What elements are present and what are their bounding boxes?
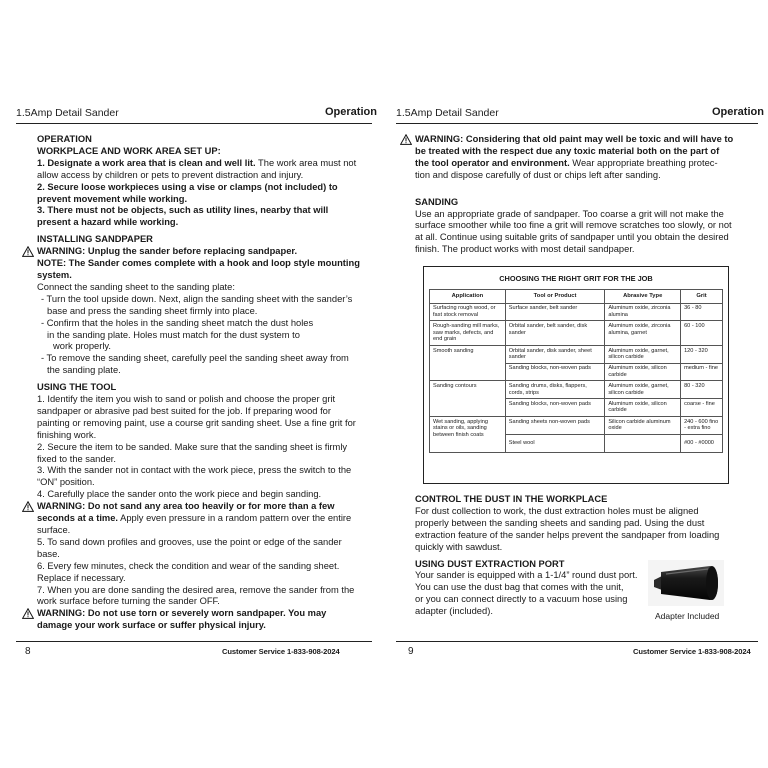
- table-cell: Steel wool: [505, 434, 605, 453]
- port-heading: USING DUST EXTRACTION PORT: [415, 558, 565, 569]
- customer-service: Customer Service 1-833-908-2024: [633, 647, 751, 656]
- col-abrasive: Abrasive Type: [605, 290, 681, 304]
- sanding-text: Use an appropriate grade of sandpaper. Too coarse a grit will not make the: [415, 208, 724, 219]
- sanding-text-cont: surface smoother while too fine a grit will remove scratches too slowly, or not: [415, 220, 732, 231]
- use-step-5-cont: base.: [37, 548, 60, 559]
- warning-sand-heavily-cont2: surface.: [37, 525, 71, 535]
- use-step-6-cont: Replace if necessary.: [37, 572, 126, 583]
- use-step-2: 2. Secure the item to be sanded. Make sure that the sanding sheet is firmly: [37, 441, 348, 452]
- note-line: NOTE: The Sander comes complete with a hook and loop style mounting: [37, 258, 360, 269]
- grit-table-grid: [429, 289, 723, 453]
- port-text: Your sander is equipped with a 1-1/4” round dust port.: [415, 570, 638, 581]
- using-heading: USING THE TOOL: [37, 382, 117, 393]
- header-section: Operation: [325, 106, 377, 118]
- adapter-caption: Adapter Included: [655, 611, 720, 621]
- table-cell: Rough-sanding mill marks, saw marks, defects, and end grain: [430, 321, 506, 345]
- port-text-cont: You can use the dust bag that comes with the unit,: [415, 582, 624, 593]
- header-section: Operation: [712, 106, 764, 118]
- table-cell: Aluminum oxide, garnet, silicon carbide: [605, 345, 681, 363]
- dust-text-cont3: quickly with sawdust.: [415, 541, 503, 552]
- use-step-1-cont2: painting or removing paint, use a course grit sanding sheet. Use a fine grit for: [37, 417, 356, 428]
- use-step-7-cont: work surface before turning the sander OFF.: [37, 596, 220, 607]
- page-number: 9: [408, 646, 414, 657]
- sanding-heading: SANDING: [415, 196, 459, 207]
- table-cell: 36 - 80: [681, 303, 723, 321]
- table-cell: 80 - 320: [681, 381, 723, 399]
- table-cell: 120 - 320: [681, 345, 723, 363]
- footer-rule: [16, 641, 372, 642]
- table-row: [430, 321, 723, 345]
- dust-adapter-image: [648, 560, 724, 606]
- col-tool: Tool or Product: [505, 290, 605, 304]
- sanding-text-cont2: at all. Continue using suitable grits of sandpaper until you obtain the desired: [415, 232, 729, 243]
- table-cell: Aluminum oxide, silicon carbide: [605, 363, 681, 381]
- table-cell: #00 - #0000: [681, 434, 723, 453]
- installing-heading: INSTALLING SANDPAPER: [37, 234, 153, 245]
- install-step-3: - To remove the sanding sheet, carefully peel the sanding sheet away from: [41, 353, 349, 364]
- use-step-6: 6. Every few minutes, check the condition and wear of the sanding sheet.: [37, 560, 340, 571]
- page-number: 8: [25, 646, 31, 657]
- install-step-1: - Turn the tool upside down. Next, align the sanding sheet with the sander’s: [41, 293, 353, 304]
- workplace-step-1-cont: allow access by children or pets to prevent distraction and injury.: [37, 169, 304, 180]
- workplace-step-3-cont: present a hazard while working.: [37, 217, 179, 228]
- table-cell: Sanding sheets non-woven pads: [505, 416, 605, 434]
- table-cell: Sanding contours: [430, 381, 506, 417]
- port-text-cont3: adapter (included).: [415, 606, 493, 617]
- warning-old-paint-cont: be treated with the respect due any toxic material both on the part of: [415, 145, 720, 156]
- grit-table-title: CHOOSING THE RIGHT GRIT FOR THE JOB: [499, 274, 653, 283]
- warning-triangle-icon: [22, 501, 34, 512]
- table-cell: 240 - 600 fino - extra fino: [681, 416, 723, 434]
- table-cell: Orbital sander, belt sander, disk sander: [505, 321, 605, 345]
- use-step-3-cont: “ON” position.: [37, 477, 95, 488]
- table-cell: Aluminum oxide, zirconia alumina, garnet: [605, 321, 681, 345]
- warning-triangle-icon: [22, 608, 34, 619]
- use-step-3: 3. With the sander not in contact with the work piece, press the switch to the: [37, 465, 352, 476]
- note-line-cont: system.: [37, 269, 72, 280]
- footer-rule: [396, 641, 758, 642]
- workplace-step-2-cont: prevent movement while working.: [37, 193, 188, 204]
- table-cell: Silicon carbide aluminum oxide: [605, 416, 681, 434]
- workplace-step-3: 3. There must not be objects, such as utility lines, nearby that will: [37, 205, 329, 216]
- operation-heading: OPERATION: [37, 134, 92, 144]
- dust-heading: CONTROL THE DUST IN THE WORKPLACE: [415, 494, 608, 504]
- dust-text: For dust collection to work, the dust extraction holes must be aligned: [415, 505, 699, 516]
- table-cell: medium - fine: [681, 363, 723, 381]
- table-row: [430, 345, 723, 363]
- table-cell: Sanding blocks, non-woven pads: [505, 399, 605, 417]
- table-cell: Surface sander, belt sander: [505, 303, 605, 321]
- use-step-5: 5. To sand down profiles and grooves, use the point or edge of the sander: [37, 536, 342, 547]
- sanding-text-cont3: finish. The product works with most detail sandpaper.: [415, 244, 635, 255]
- table-cell: Aluminum oxide, silicon carbide: [605, 399, 681, 417]
- install-step-3-cont: the sanding plate.: [47, 365, 121, 376]
- use-step-1: 1. Identify the item you wish to sand or polish and choose the proper grit: [37, 394, 336, 405]
- workplace-heading: WORKPLACE AND WORK AREA SET UP:: [37, 145, 221, 156]
- table-cell: Orbital sander, disk sander, sheet sander: [505, 345, 605, 363]
- table-cell: Smooth sanding: [430, 345, 506, 381]
- header-title: 1.5Amp Detail Sander: [16, 107, 119, 119]
- warning-sand-heavily-cont: seconds at a time. Apply even pressure in a random pattern over the entire: [37, 513, 352, 524]
- header-rule: [396, 123, 758, 124]
- use-step-1-cont3: finishing work.: [37, 429, 97, 440]
- table-header-row: [430, 290, 723, 304]
- table-cell: Sanding blocks, non-woven pads: [505, 363, 605, 381]
- grit-table: [423, 266, 729, 484]
- use-step-2-cont: fixed to the sander.: [37, 453, 116, 464]
- table-cell: Surfacing rough wood, or fast stock removal: [430, 303, 506, 321]
- use-step-7: 7. When you are done sanding the desired area, remove the sander from the: [37, 584, 355, 595]
- table-cell: Aluminum oxide, zirconia alumina: [605, 303, 681, 321]
- install-step-2: - Confirm that the holes in the sanding sheet match the dust holes: [41, 317, 314, 328]
- col-application: Application: [430, 290, 506, 304]
- right-content-top: [415, 134, 745, 256]
- table-cell: [605, 434, 681, 453]
- table-row: [430, 303, 723, 321]
- table-row: [430, 381, 723, 399]
- table-cell: coarse - fine: [681, 399, 723, 417]
- left-content: [37, 134, 367, 632]
- warning-sand-heavily: WARNING: Do not sand any area too heavily or for more than a few: [37, 501, 367, 513]
- warning-torn-sandpaper-cont: damage your work surface or suffer physical injury.: [37, 620, 266, 631]
- workplace-step-2: 2. Secure loose workpieces using a vise or clamps (not included) to: [37, 181, 338, 192]
- header-rule: [16, 123, 372, 124]
- customer-service: Customer Service 1-833-908-2024: [222, 647, 340, 656]
- warning-triangle-icon: [400, 134, 412, 145]
- table-cell: Aluminum oxide, garnet, silicon carbide: [605, 381, 681, 399]
- install-step-2-cont: in the sanding plate. Holes must match for the dust system to: [47, 329, 300, 340]
- dust-text-cont: properly between the sanding sheets and sanding pad. Using the dust: [415, 517, 705, 528]
- warning-triangle-icon: [22, 246, 34, 257]
- warning-torn-sandpaper: WARNING: Do not use torn or severely worn sandpaper. You may: [37, 608, 367, 620]
- col-grit: Grit: [681, 290, 723, 304]
- dust-text-cont2: extraction feature of the sander helps prevent the sandpaper from loading: [415, 529, 720, 540]
- header-title: 1.5Amp Detail Sander: [396, 107, 499, 119]
- install-step-2-cont2: work properly.: [53, 341, 111, 352]
- table-row: [430, 416, 723, 434]
- table-cell: Wet sanding, applying stains or oils, sanding between finish coats: [430, 416, 506, 452]
- table-cell: 60 - 100: [681, 321, 723, 345]
- warning-unplug: WARNING: Unplug the sander before replacing sandpaper.: [37, 246, 367, 258]
- port-text-cont2: or you can connect directly to a vacuum hose using: [415, 594, 628, 605]
- warning-old-paint: WARNING: Considering that old paint may well be toxic and will have to: [415, 134, 745, 146]
- table-cell: Sanding drums, disks, flappers, cords, strips: [505, 381, 605, 399]
- warning-old-paint-cont3: tion and dispose carefully of dust or chips left after sanding.: [415, 169, 661, 180]
- install-step-1-cont: base and press the sanding sheet firmly into place.: [47, 305, 258, 316]
- use-step-1-cont: sandpaper or abrasive pad best suited for the job. If preparing wood for: [37, 405, 331, 416]
- connect-instruction: Connect the sanding sheet to the sanding plate:: [37, 281, 235, 292]
- warning-old-paint-cont2: the tool operator and environment. Wear appropriate breathing protec-: [415, 157, 718, 168]
- workplace-step-1: 1. Designate a work area that is clean and well lit. The work area must not: [37, 157, 357, 168]
- use-step-4: 4. Carefully place the sander onto the work piece and begin sanding.: [37, 489, 322, 500]
